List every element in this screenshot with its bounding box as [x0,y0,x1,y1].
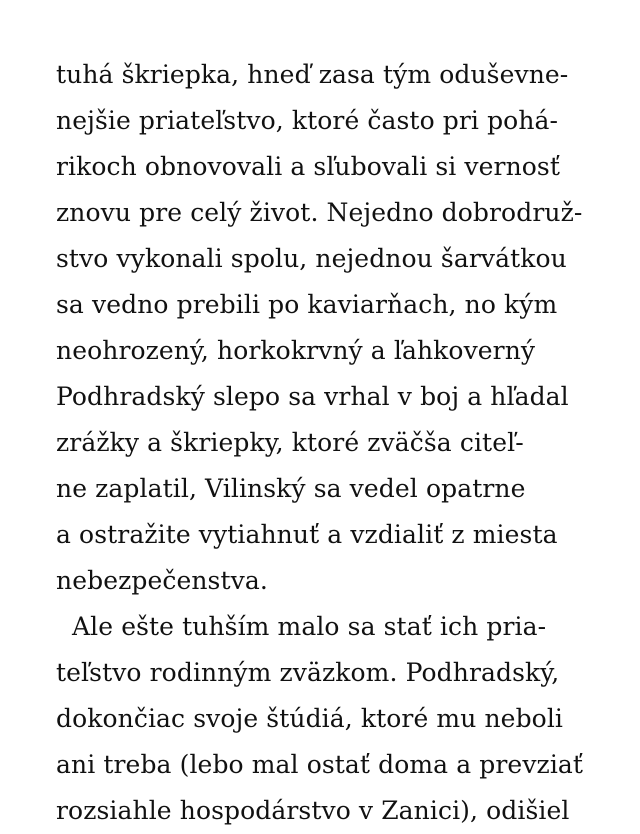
text-line: stvo vykonali spolu, nejednou šarvátkou [56,244,567,273]
text-line: znovu pre celý život. Nejedno dobrodruž- [56,198,583,227]
text-line: Podhradský slepo sa vrhal v boj a hľadal [56,382,569,411]
text-line: teľstvo rodinným zväzkom. Podhradský, [56,658,560,687]
paragraph-1 [56,52,596,604]
text-line: tuhá škriepka, hneď zasa tým oduševne- [56,60,569,89]
text-line: rikoch obnovovali a sľubovali si vernosť [56,152,561,181]
text-line: zrážky a škriepky, ktoré zväčša citeľ- [56,428,524,457]
text-line: ne zaplatil, Vilinský sa vedel opatrne [56,474,526,503]
text-line: neohrozený, horkokrvný a ľahkoverný [56,336,536,365]
text-line: nejšie priateľstvo, ktoré často pri pohá- [56,106,559,135]
text-line: sa vedno prebili po kaviarňach, no kým [56,290,558,319]
text-line: a ostražite vytiahnuť a vzdialiť z miesta [56,520,558,549]
body-text [56,52,596,834]
text-line: nebezpečenstva. [56,566,268,595]
text-line: rozsiahle hospodárstvo v Zanici), odišiel [56,796,570,825]
text-line: dokončiac svoje štúdiá, ktoré mu neboli [56,704,564,733]
text-line: ani treba (lebo mal ostať doma a prevziať [56,750,584,779]
text-line: Ale ešte tuhším malo sa stať ich pria- [72,612,547,641]
